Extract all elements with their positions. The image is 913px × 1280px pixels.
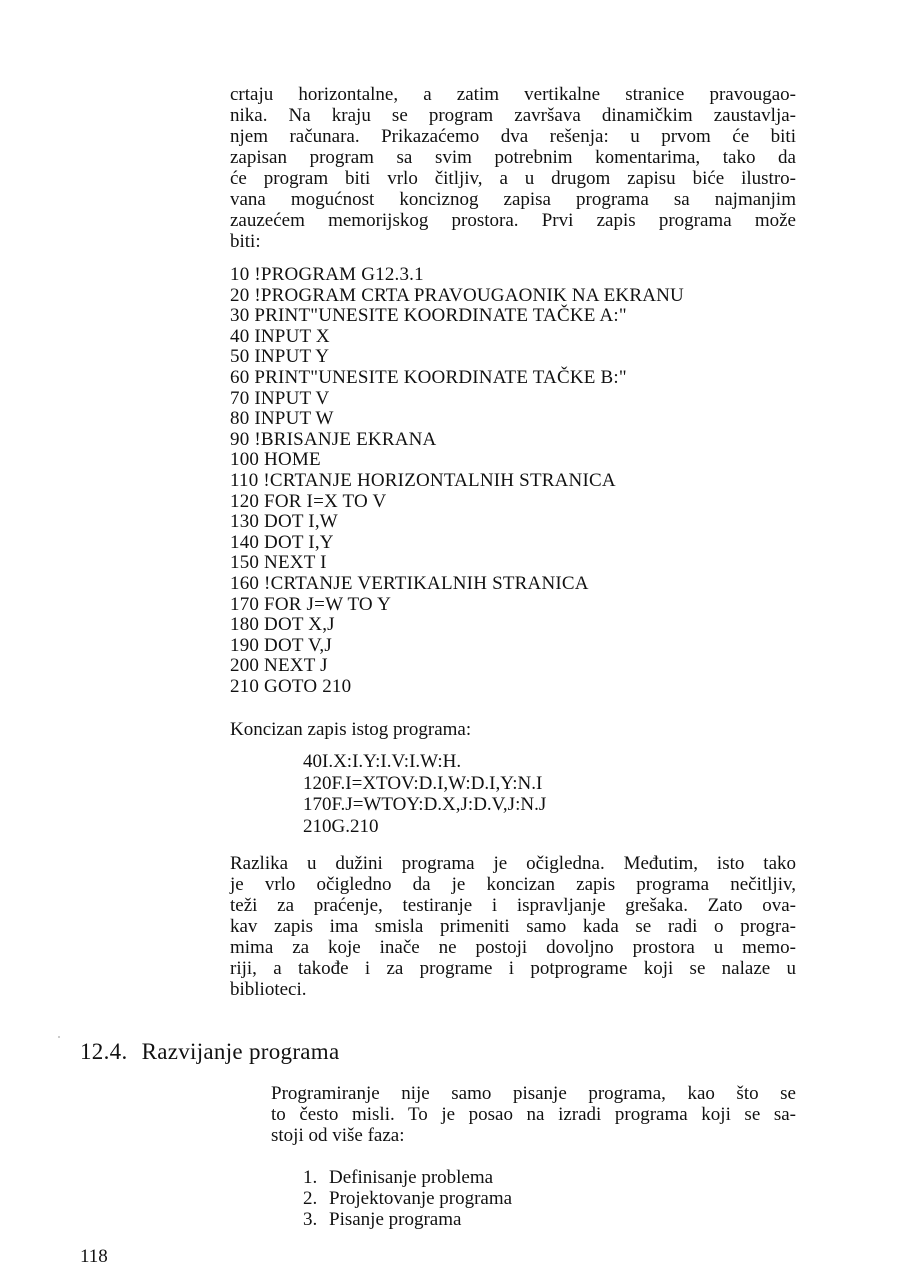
page-number: 118: [80, 1246, 108, 1267]
phase-list: [303, 1167, 512, 1230]
section-number: 12.4.: [80, 1039, 128, 1064]
code-line: 180 DOT X,J: [230, 614, 335, 636]
comparison-paragraph: [230, 853, 796, 1000]
code-line: 10 !PROGRAM G12.3.1: [230, 264, 424, 285]
code-line: 170 FOR J=W TO Y: [230, 593, 392, 615]
paragraph-line: riji, a takođe i za programe i potprograme koji se nalaze u: [230, 958, 796, 979]
paragraph-line: crtaju horizontalne, a zatim vertikalne stranice pravougao-: [230, 84, 796, 105]
concise-code-line: 40I.X:I.Y:I.V:I.W:H.: [303, 751, 462, 772]
code-line: 100 HOME: [230, 449, 321, 471]
paragraph-line: biblioteci.: [230, 979, 307, 1000]
code-line: 190 DOT V,J: [230, 634, 332, 656]
concise-code-line: 210G.210: [303, 815, 379, 837]
code-line: 130 DOT I,W: [230, 511, 338, 533]
code-line: 140 DOT I,Y: [230, 531, 334, 553]
concise-listing: [303, 751, 546, 837]
code-line: 90 !BRISANJE EKRANA: [230, 428, 437, 450]
code-line: 120 FOR I=X TO V: [230, 490, 387, 512]
paragraph-line: Razlika u dužini programa je očigledna. Međutim, isto tako: [230, 853, 796, 874]
paragraph-line: teži za praćenje, testiranje i ispravljanje grešaka. Zato ova-: [230, 895, 796, 916]
phase-text: Pisanje programa: [329, 1209, 462, 1230]
paragraph-line: je vrlo očigledno da je koncizan zapis programa nečitljiv,: [230, 874, 796, 895]
paragraph-line: biti:: [230, 231, 261, 252]
phase-item: [303, 1188, 512, 1209]
intro-paragraph: [230, 84, 796, 252]
code-line: 50 INPUT Y: [230, 346, 330, 368]
section-paragraph: [271, 1083, 796, 1146]
phase-number: 1.: [303, 1167, 318, 1188]
phase-number: 3.: [303, 1209, 318, 1230]
concise-code-line: 170F.J=WTOY:D.X,J:D.V,J:N.J: [303, 794, 547, 815]
phase-item: [303, 1209, 512, 1230]
code-line: 80 INPUT W: [230, 408, 334, 430]
phase-text: Definisanje problema: [329, 1167, 494, 1188]
phase-text: Projektovanje programa: [329, 1188, 513, 1209]
section-title: Razvijanje programa: [141, 1039, 340, 1064]
code-line: 30 PRINT"UNESITE KOORDINATE TAČKE A:": [230, 305, 627, 327]
code-line: 70 INPUT V: [230, 387, 330, 409]
concise-intro-text: Koncizan zapis istog programa:: [230, 719, 472, 740]
phase-number: 2.: [303, 1188, 318, 1209]
paragraph-line: mima za koje inače ne postoji dovoljno prostora u memo-: [230, 937, 796, 958]
code-line: 210 GOTO 210: [230, 675, 352, 697]
phase-item: [303, 1167, 512, 1188]
paragraph-line: to često misli. To je posao na izradi programa koji se sa-: [271, 1104, 796, 1125]
paragraph-line: Programiranje nije samo pisanje programa, kao što se: [271, 1083, 796, 1104]
code-line: 110 !CRTANJE HORIZONTALNIH STRANICA: [230, 469, 616, 491]
concise-code-line: 120F.I=XTOV:D.I,W:D.I,Y:N.I: [303, 772, 543, 794]
code-line: 40 INPUT X: [230, 325, 330, 347]
paragraph-line: kav zapis ima smisla primeniti samo kada se radi o progra-: [230, 916, 796, 937]
paragraph-line: zauzećem memorijskog prostora. Prvi zapis programa može: [230, 210, 796, 231]
program-listing: [230, 265, 684, 697]
code-line: 20 !PROGRAM CRTA PRAVOUGAONIK NA EKRANU: [230, 284, 684, 306]
code-line: 200 NEXT J: [230, 655, 328, 677]
paragraph-line: njem računara. Prikazaćemo dva rešenja: u prvom će biti: [230, 126, 796, 147]
section-heading: [80, 1039, 339, 1065]
paragraph-line: zapisan program sa svim potrebnim komentarima, tako da: [230, 147, 796, 168]
paragraph-line: vana mogućnost konciznog zapisa programa sa najmanjim: [230, 189, 796, 210]
paragraph-line: će program biti vrlo čitljiv, a u drugom zapisu biće ilustro-: [230, 168, 796, 189]
margin-speck: [58, 1036, 60, 1038]
code-line: 160 !CRTANJE VERTIKALNIH STRANICA: [230, 572, 589, 594]
paragraph-line: stoji od više faza:: [271, 1125, 405, 1146]
paragraph-line: nika. Na kraju se program završava dinamičkim zaustavlja-: [230, 105, 796, 126]
code-line: 60 PRINT"UNESITE KOORDINATE TAČKE B:": [230, 366, 627, 388]
code-line: 150 NEXT I: [230, 552, 327, 574]
